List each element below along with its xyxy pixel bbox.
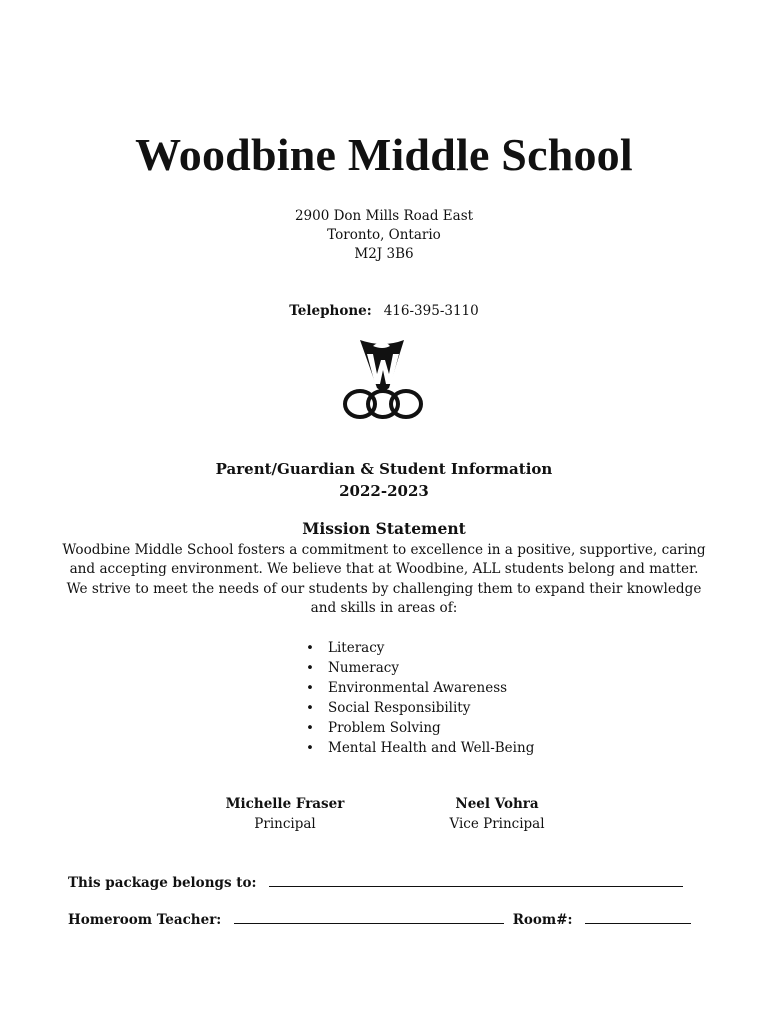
telephone-value: 416-395-3110 bbox=[383, 303, 479, 319]
vice-principal-signature bbox=[432, 794, 562, 834]
homeroom-row bbox=[68, 909, 691, 928]
school-logo bbox=[340, 336, 426, 426]
room-label: Room#: bbox=[512, 912, 573, 928]
mission-line: and skills in areas of: bbox=[310, 599, 458, 616]
vice-principal-name: Neel Vohra bbox=[455, 796, 539, 812]
info-heading bbox=[0, 458, 768, 502]
focus-areas-list bbox=[304, 638, 534, 758]
principal-title: Principal bbox=[254, 816, 316, 832]
homeroom-teacher-label: Homeroom Teacher: bbox=[68, 912, 222, 928]
mission-statement bbox=[60, 541, 708, 618]
mission-title: Mission Statement bbox=[302, 519, 466, 538]
list-item: • Literacy bbox=[304, 638, 534, 658]
school-title: Woodbine Middle School bbox=[135, 129, 633, 180]
logo-ring-right bbox=[391, 391, 421, 417]
mission-line: Woodbine Middle School fosters a commitment to excellence in a positive, supportive, caring bbox=[62, 542, 706, 558]
mission-line: We strive to meet the needs of our students by challenging them to expand their knowledge bbox=[66, 580, 702, 597]
info-year: 2022-2023 bbox=[339, 482, 429, 500]
list-item: • Problem Solving bbox=[304, 718, 534, 738]
list-item: • Environmental Awareness bbox=[304, 678, 534, 698]
principal-signature bbox=[220, 794, 350, 834]
address-line: M2J 3B6 bbox=[354, 246, 414, 262]
telephone bbox=[0, 303, 768, 319]
list-item: • Social Responsibility bbox=[304, 698, 534, 718]
belongs-to-label: This package belongs to: bbox=[68, 875, 257, 891]
mission-line: and accepting environment. We believe that at Woodbine, ALL students belong and matter. bbox=[69, 561, 699, 578]
belongs-to-field[interactable] bbox=[269, 872, 683, 887]
belongs-to-row bbox=[68, 872, 683, 891]
vice-principal-title: Vice Principal bbox=[449, 816, 545, 832]
list-item: • Mental Health and Well-Being bbox=[304, 738, 534, 758]
room-field[interactable] bbox=[585, 909, 691, 924]
principal-name: Michelle Fraser bbox=[225, 796, 345, 812]
address-line: 2900 Don Mills Road East bbox=[294, 208, 474, 224]
list-item: • Numeracy bbox=[304, 658, 534, 678]
homeroom-teacher-field[interactable] bbox=[234, 909, 504, 924]
telephone-label: Telephone: bbox=[289, 303, 372, 319]
school-address bbox=[0, 207, 768, 264]
address-line: Toronto, Ontario bbox=[327, 227, 441, 243]
info-title: Parent/Guardian & Student Information bbox=[215, 460, 553, 478]
